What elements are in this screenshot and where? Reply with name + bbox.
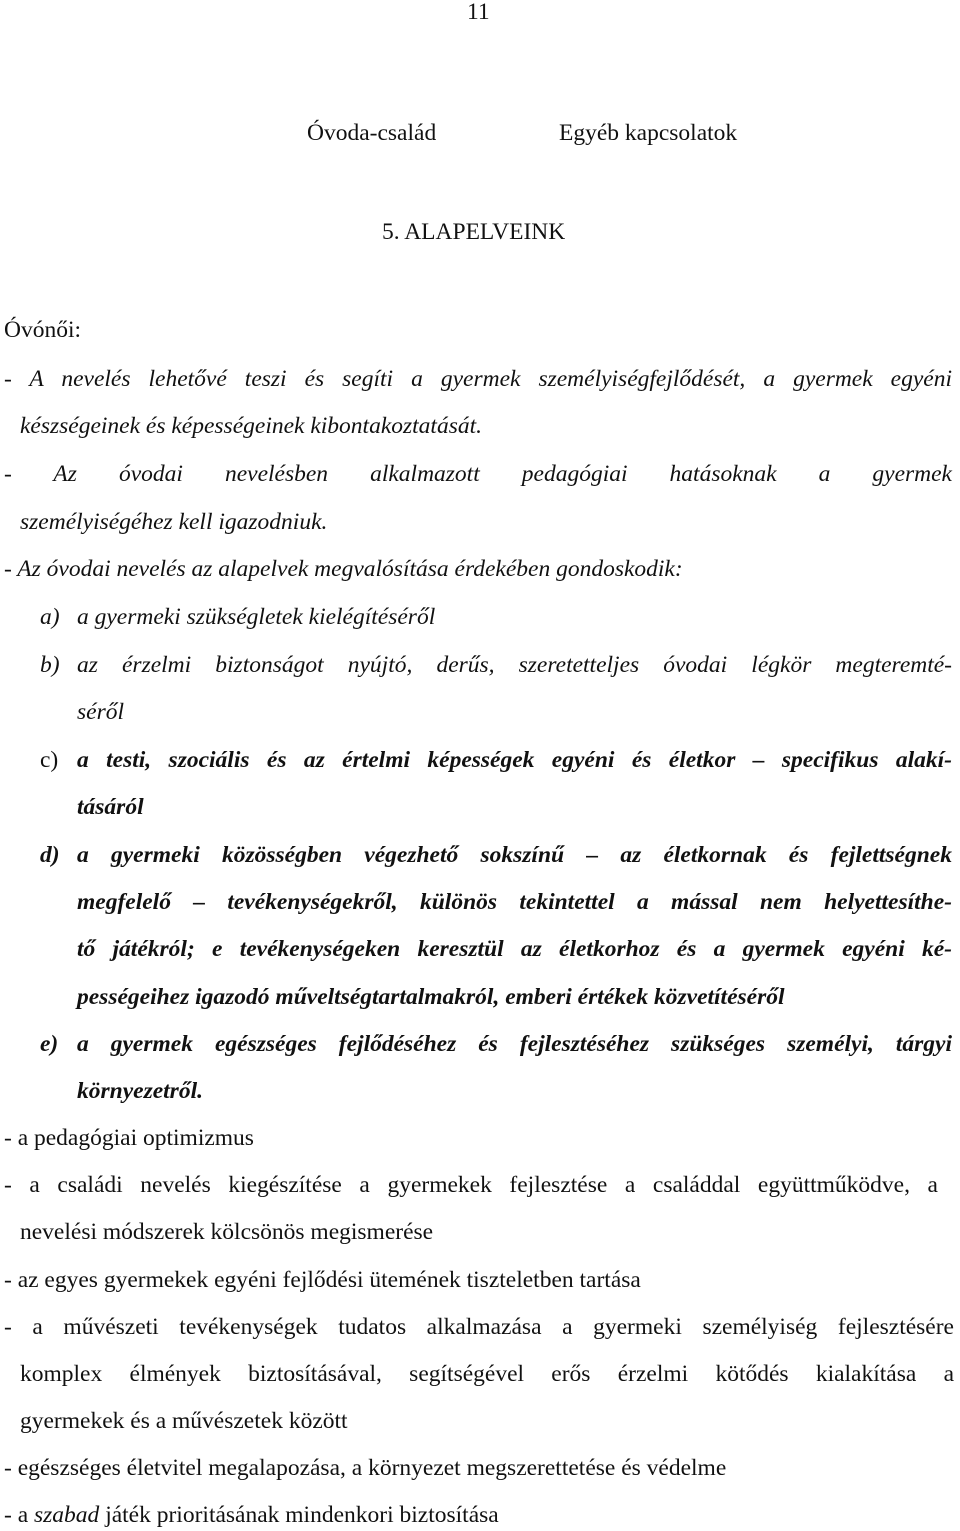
list-item-text: környezetről. <box>77 1078 203 1104</box>
emphasis-szabad: szabad <box>34 1502 100 1528</box>
list-item-label: c) <box>40 747 59 773</box>
bullet-line: - a művészeti tevékenységek tudatos alkalmazása a gyermeki személyiség fejlesztésére <box>4 1314 954 1340</box>
bullet-line: - az egyes gyermekek egyéni fejlődési ütemének tiszteletben tartása <box>4 1267 641 1293</box>
list-item-label: e) <box>40 1031 59 1057</box>
bullet-line: nevelési módszerek kölcsönös megismerése <box>20 1219 434 1245</box>
header-col-ovoda-csalad: Óvoda-család <box>307 120 437 146</box>
header-col-egyeb-kapcsolatok: Egyéb kapcsolatok <box>559 120 738 146</box>
text-line: - Az óvodai nevelés az alapelvek megvalósítása érdekében gondoskodik: <box>4 556 683 582</box>
text-line: - A nevelés lehetővé teszi és segíti a gyermek személyiségfejlődését, a gyermek egyéni <box>4 366 952 392</box>
bullet-line: - a családi nevelés kiegészítése a gyermekek fejlesztése a családdal együttműködve, a <box>4 1172 938 1198</box>
bullet-line: - a pedagógiai optimizmus <box>4 1125 254 1151</box>
list-item-text: tő játékról; e tevékenységeken keresztül az életkorhoz és a gyermek egyéni ké- <box>77 936 952 962</box>
bullet-line: komplex élmények biztosításával, segítségével erős érzelmi kötődés kialakítása a <box>20 1361 954 1387</box>
bullet-suffix: játék prioritásának mindenkori biztosítása <box>99 1502 499 1528</box>
list-item-text: tásáról <box>77 794 144 820</box>
list-item-text: a gyermeki közösségben végezhető sokszínű – az életkornak és fejlettségnek <box>77 842 952 868</box>
page-number: 11 <box>467 0 490 25</box>
text-line: - Az óvodai nevelésben alkalmazott pedagógiai hatásoknak a gyermek <box>4 461 952 487</box>
list-item-label: b) <box>40 652 60 678</box>
list-item-text: megfelelő – tevékenységekről, különös tekintettel a mással nem helyettesíthe- <box>77 889 952 915</box>
list-item-label: a) <box>40 604 60 630</box>
list-item-text: séről <box>77 699 124 725</box>
bullet-line <box>4 1500 499 1530</box>
text-line: készségeinek és képességeinek kibontakoztatását. <box>20 413 483 439</box>
list-item-text: a gyermeki szükségletek kielégítéséről <box>77 604 436 630</box>
bullet-line: gyermekek és a művészetek között <box>20 1408 348 1434</box>
text-line: személyiségéhez kell igazodniuk. <box>20 509 328 535</box>
list-item-text: pességeihez igazodó műveltségtartalmakról, emberi értékek közvetítéséről <box>77 984 785 1010</box>
list-item-label: d) <box>40 842 60 868</box>
list-item-text: az érzelmi biztonságot nyújtó, derűs, szeretetteljes óvodai légkör megteremté- <box>77 652 952 678</box>
section-heading: 5. ALAPELVEINK <box>382 219 566 245</box>
list-item-text: a testi, szociális és az értelmi képességek egyéni és életkor – specifikus alakí- <box>77 747 952 773</box>
bullet-prefix: - a <box>4 1502 35 1528</box>
subheading: Óvónői: <box>4 317 82 343</box>
bullet-line: - egészséges életvitel megalapozása, a környezet megszerettetése és védelme <box>4 1455 727 1481</box>
list-item-text: a gyermek egészséges fejlődéséhez és fejlesztéséhez szükséges személyi, tárgyi <box>77 1031 952 1057</box>
